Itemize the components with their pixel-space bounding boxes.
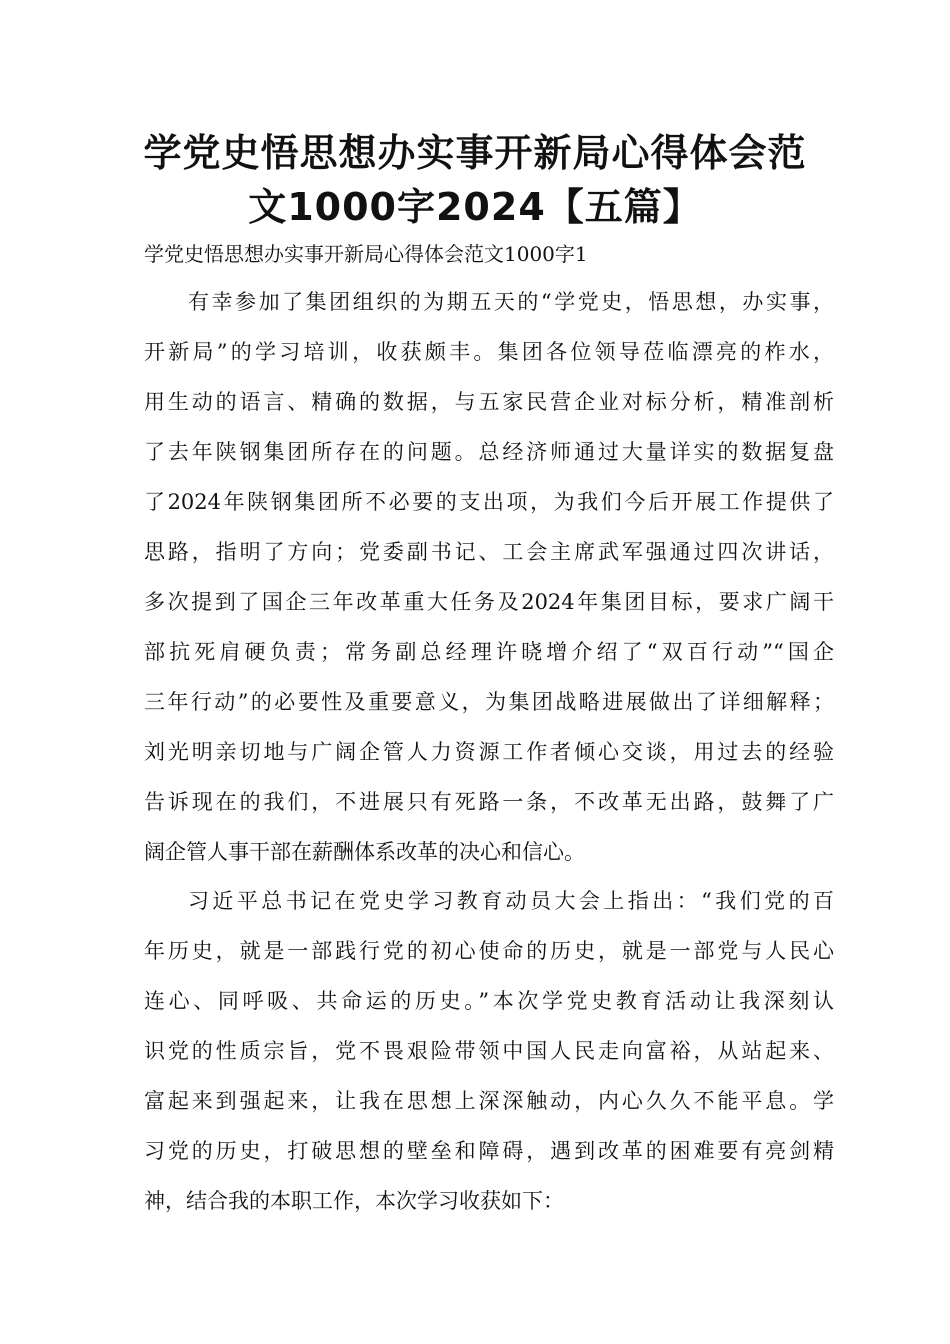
paragraph-line: 告诉现在的我们，不进展只有死路一条，不改革无出路，鼓舞了广	[144, 790, 834, 814]
paragraph-line: 部抗死肩硬负责；常务副总经理许晓增介绍了“双百行动”“国企	[144, 640, 834, 664]
paragraph-line: 阔企管人事干部在薪酬体系改革的决心和信心。	[144, 840, 585, 864]
paragraph-line: 三年行动”的必要性及重要意义，为集团战略进展做出了详细解释；	[144, 690, 834, 714]
section-subtitle: 学党史悟思想办实事开新局心得体会范文1000字1	[144, 242, 588, 266]
paragraph-line: 神，结合我的本职工作，本次学习收获如下：	[144, 1189, 564, 1213]
paragraph-line: 了2024年陕钢集团所不必要的支出项，为我们今后开展工作提供了	[144, 490, 834, 514]
paragraph-line: 连心、同呼吸、共命运的历史。”本次学党史教育活动让我深刻认	[144, 989, 834, 1013]
paragraph-line: 识党的性质宗旨，党不畏艰险带领中国人民走向富裕，从站起来、	[144, 1039, 834, 1063]
paragraph-2	[144, 876, 834, 1226]
paragraph-line: 用生动的语言、精确的数据，与五家民营企业对标分析，精准剖析	[144, 390, 834, 414]
paragraph-line: 思路，指明了方向；党委副书记、工会主席武军强通过四次讲话，	[144, 540, 834, 564]
title-line: 文1000字2024【五篇】	[248, 185, 702, 229]
paragraph-line: 了去年陕钢集团所存在的问题。总经济师通过大量详实的数据复盘	[144, 440, 834, 464]
paragraph-1	[144, 277, 834, 877]
paragraph-line: 刘光明亲切地与广阔企管人力资源工作者倾心交谈，用过去的经验	[144, 740, 834, 764]
paragraph-line: 习近平总书记在党史学习教育动员大会上指出：“我们党的百	[188, 889, 834, 913]
title-line: 学党史悟思想办实事开新局心得体会范	[143, 131, 807, 175]
paragraph-line: 富起来到强起来，让我在思想上深深触动，内心久久不能平息。学	[144, 1089, 834, 1113]
paragraph-line: 有幸参加了集团组织的为期五天的“学党史，悟思想，办实事，	[188, 290, 834, 314]
paragraph-line: 习党的历史，打破思想的壁垒和障碍，遇到改革的困难要有亮剑精	[144, 1139, 834, 1163]
paragraph-line: 年历史，就是一部践行党的初心使命的历史，就是一部党与人民心	[144, 939, 834, 963]
document-title	[100, 126, 850, 234]
paragraph-line: 开新局”的学习培训，收获颇丰。集团各位领导莅临漂亮的柞水，	[144, 340, 834, 364]
paragraph-line: 多次提到了国企三年改革重大任务及2024年集团目标，要求广阔干	[144, 590, 834, 614]
